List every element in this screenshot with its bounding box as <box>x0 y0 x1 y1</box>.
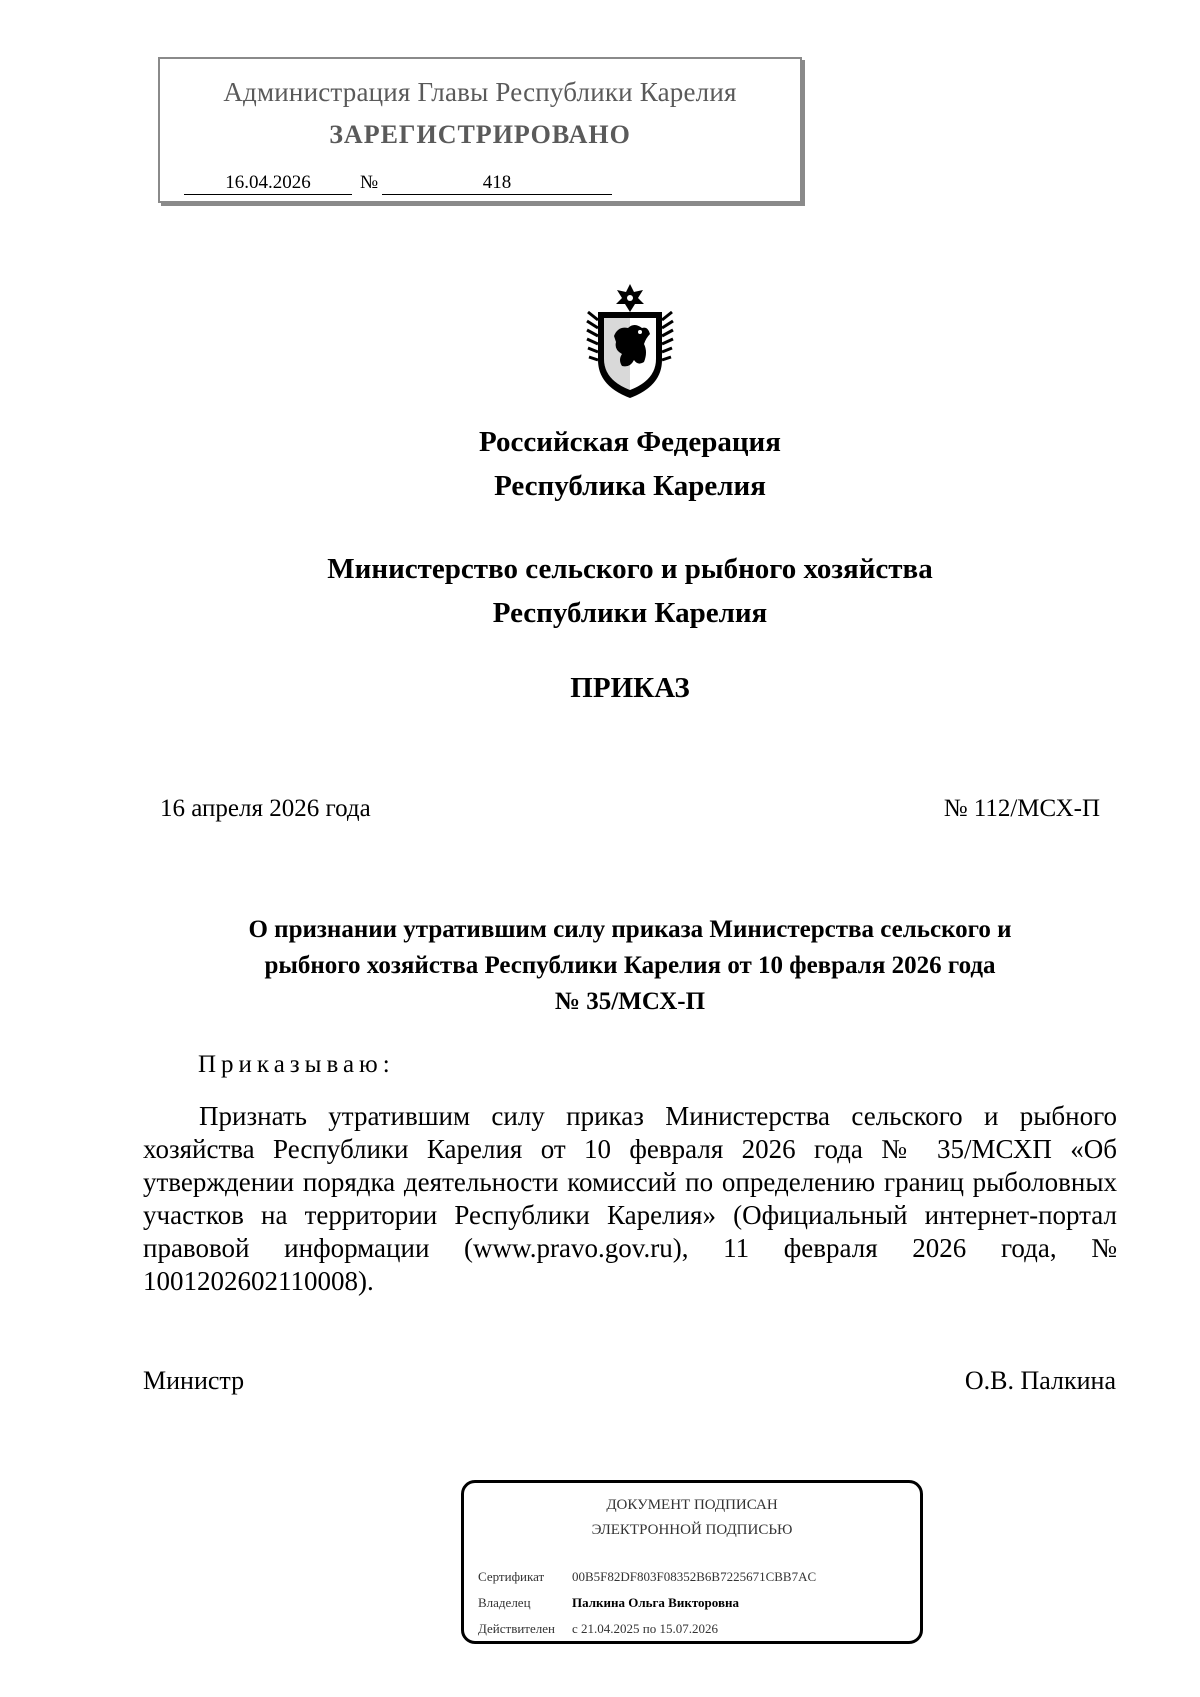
heading-federation: Российская Федерация <box>479 426 781 458</box>
esig-certificate-row <box>478 1569 816 1585</box>
stamp-date: 16.04.2026 <box>184 172 352 195</box>
heading-ministry-line1: Министерство сельского и рыбного хозяйства <box>327 553 933 585</box>
esig-certificate: 00B5F82DF803F08352B6B7225671CBB7AC <box>572 1569 817 1584</box>
esig-certificate-label: Сертификат <box>478 1569 545 1584</box>
signer-name: О.В. Палкина <box>964 1366 1116 1395</box>
signer-position: Министр <box>143 1366 245 1395</box>
esig-valid-label: Действителен <box>478 1621 555 1636</box>
body-paragraph: Признать утратившим силу приказ Министерства сельского и рыбного хозяйства Республики Карелия от 10 февраля 2026 года № 35/МСХП «Об утверждении порядка деятельности комиссий по определению границ рыболовных участков на территории Республики Карелия» (Официальный интернет-портал правовой информации (www.pravo.gov.ru), 11 февраля 2026 года, № 1001202602110008). <box>143 1101 1117 1296</box>
title-line: О признании утратившим силу приказа Министерства сельского и <box>248 916 1012 943</box>
order-number: № 112/МСХ-П <box>943 795 1100 822</box>
stamp-number: 418 <box>382 172 612 195</box>
document-title <box>150 912 1110 1020</box>
order-date: 16 апреля 2026 года <box>160 795 371 822</box>
registration-stamp <box>158 57 802 203</box>
stamp-status: ЗАРЕГИСТРИРОВАНО <box>329 120 631 149</box>
coat-of-arms-icon <box>584 282 676 402</box>
electronic-signature-stamp <box>461 1480 923 1644</box>
title-line: № 35/МСХ-П <box>554 988 706 1015</box>
heading-republic: Республика Карелия <box>494 470 766 502</box>
stamp-number-sign: № <box>360 172 379 193</box>
esig-owner-label: Владелец <box>478 1595 531 1610</box>
title-line: рыбного хозяйства Республики Карелия от 10 февраля 2026 года <box>264 952 996 979</box>
decree-word: Приказываю: <box>198 1051 395 1078</box>
esig-owner-row <box>478 1595 739 1611</box>
esig-valid: с 21.04.2025 по 15.07.2026 <box>572 1621 718 1636</box>
esig-title-line1: ДОКУМЕНТ ПОДПИСАН <box>606 1497 778 1513</box>
esig-valid-row <box>478 1621 718 1637</box>
stamp-organization: Администрация Главы Республики Карелия <box>223 77 737 107</box>
esig-title-line2: ЭЛЕКТРОННОЙ ПОДПИСЬЮ <box>591 1522 793 1538</box>
heading-ministry-line2: Республики Карелия <box>492 597 768 629</box>
document-type: ПРИКАЗ <box>570 672 690 704</box>
esig-owner: Палкина Ольга Викторовна <box>572 1595 739 1610</box>
